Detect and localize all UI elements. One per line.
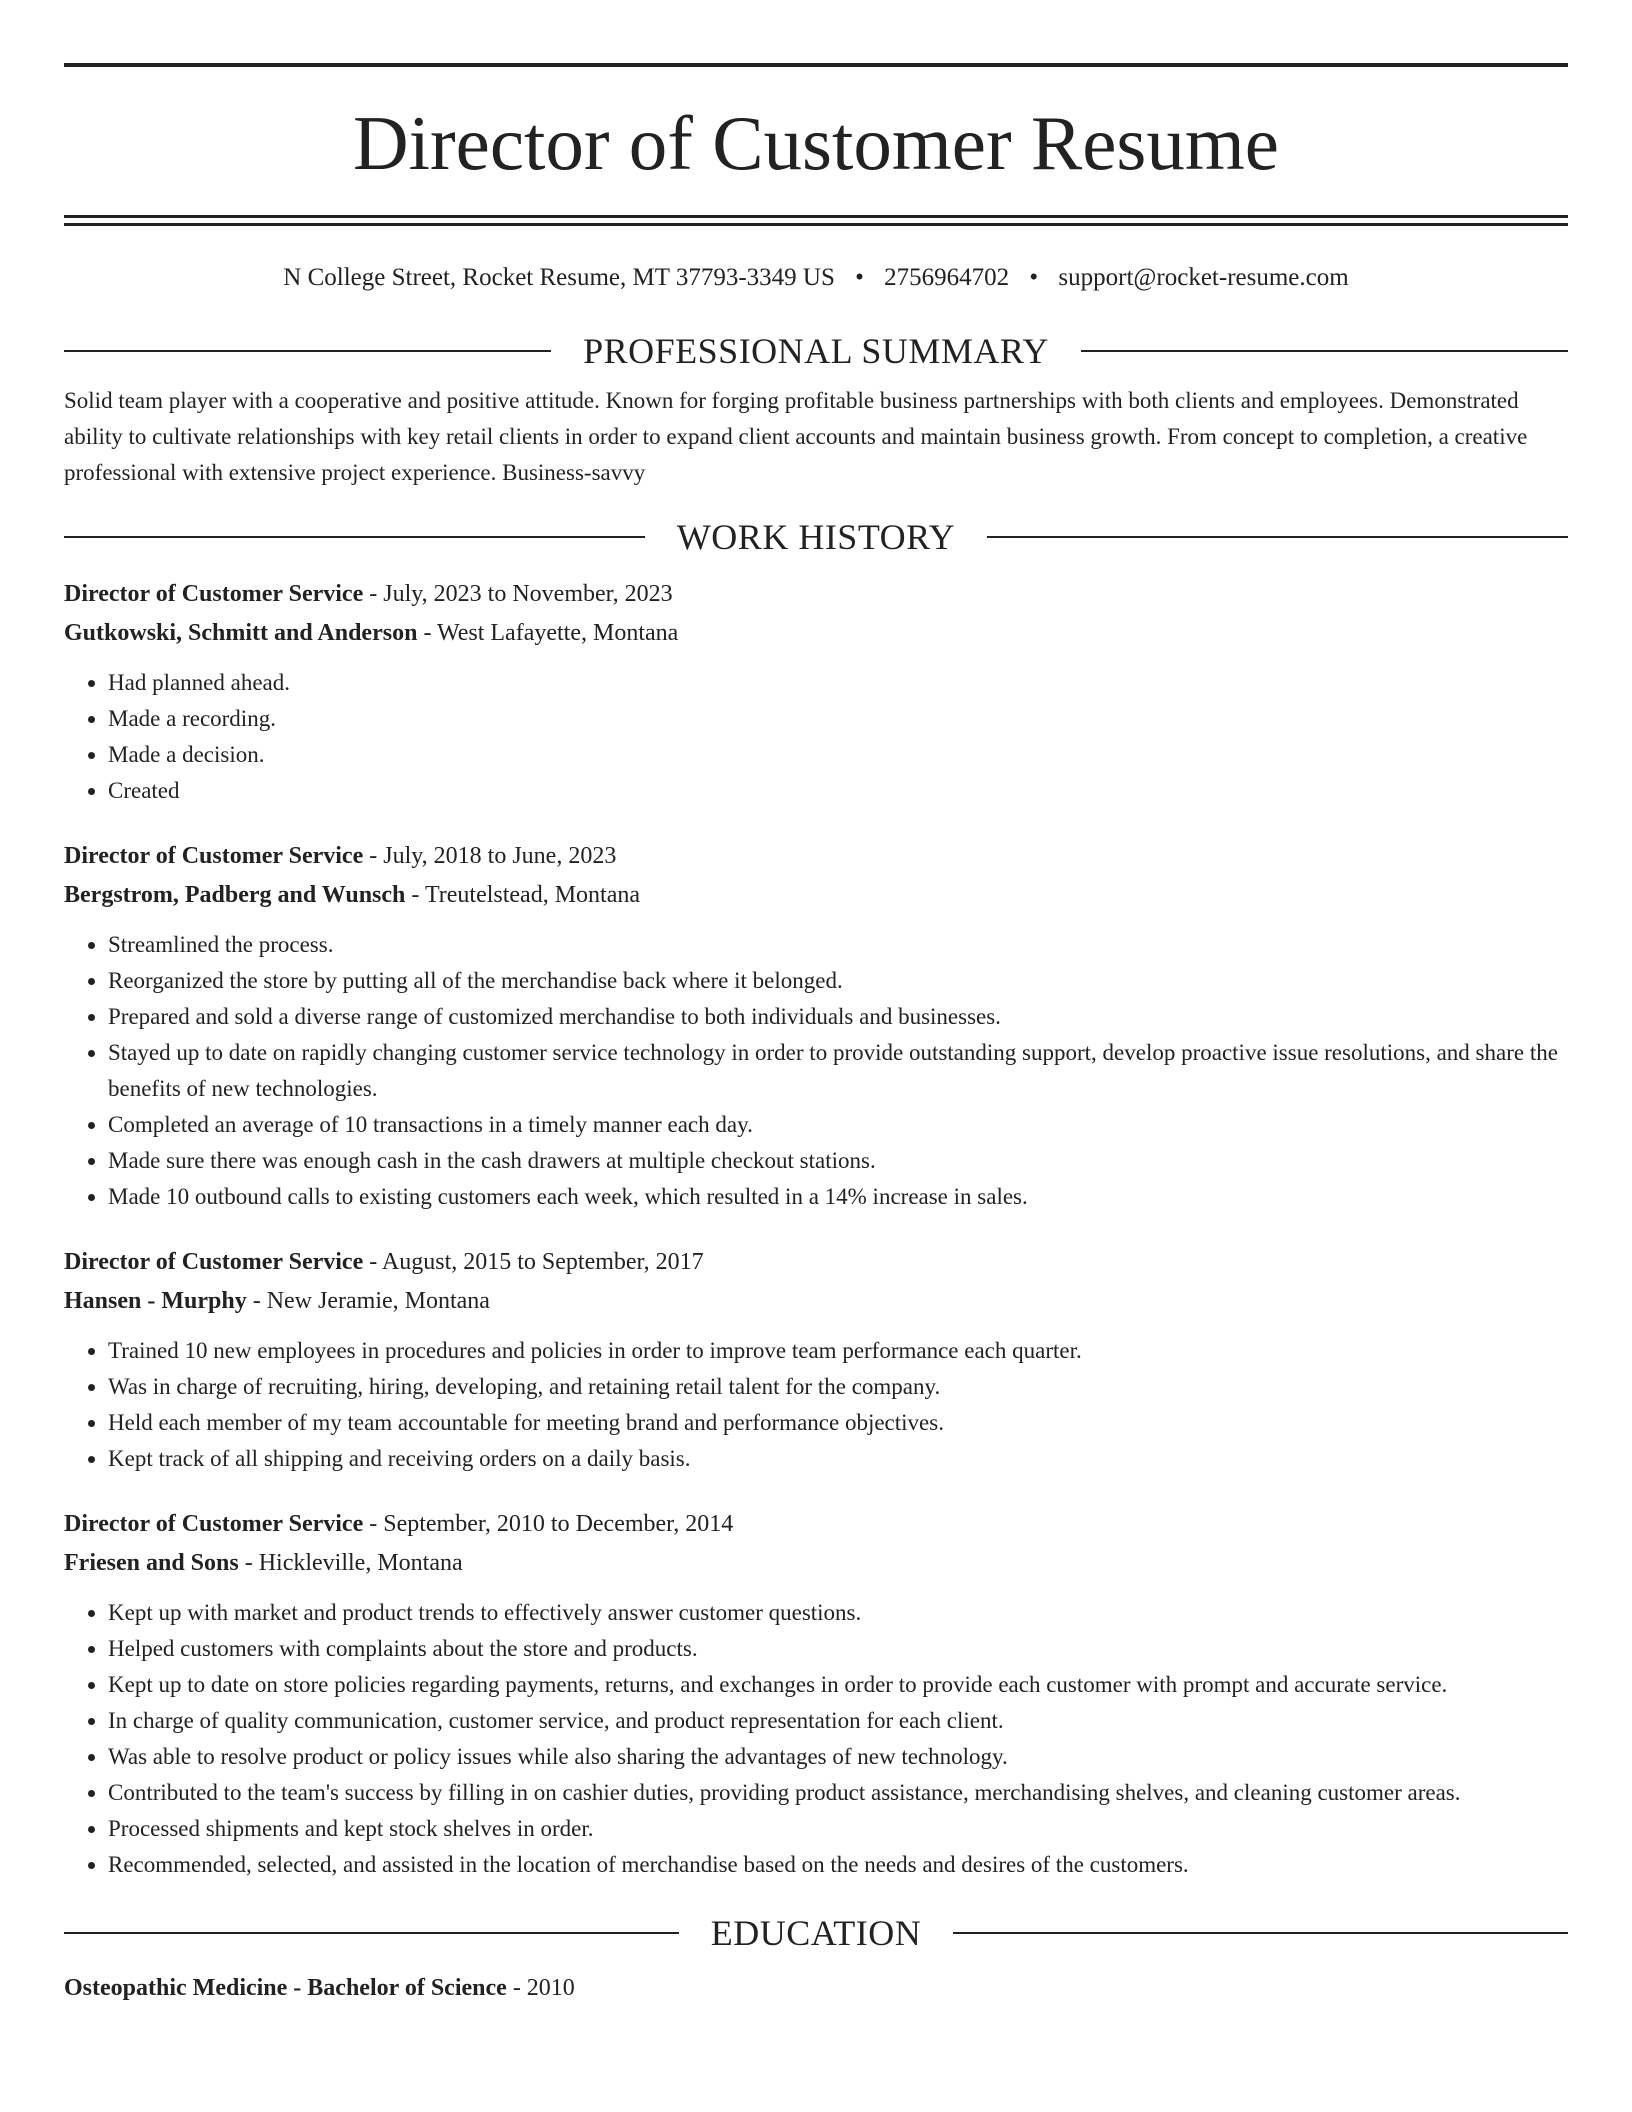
job-bullet-list xyxy=(64,1595,1568,1883)
contact-separator: • xyxy=(1029,264,1039,291)
contact-phone: 2756964702 xyxy=(884,264,1010,291)
heading-rule-left xyxy=(64,536,645,538)
job-title: Director of Customer Service xyxy=(64,1511,364,1537)
title-double-rule xyxy=(64,215,1568,226)
job-bullet: • Created xyxy=(108,773,1568,809)
section-heading-summary xyxy=(64,331,1568,371)
job-title-line xyxy=(64,575,1568,614)
job-bullet: • Kept up to date on store policies regarding payments, returns, and exchanges in order to provide each customer with prompt and accurate service. xyxy=(108,1667,1568,1703)
job-company-line xyxy=(64,1544,1568,1583)
resume-title: Director of Customer Resume xyxy=(353,100,1279,186)
contact-separator: • xyxy=(855,264,864,291)
job-location: - New Jeramie, Montana xyxy=(246,1288,490,1314)
education-degree: Osteopathic Medicine - Bachelor of Science xyxy=(64,1975,507,2001)
job-location: - West Lafayette, Montana xyxy=(417,620,679,646)
job-bullet: • Was in charge of recruiting, hiring, developing, and retaining retail talent for the company. xyxy=(108,1369,1568,1405)
job-dates: - September, 2010 to December, 2014 xyxy=(363,1511,734,1537)
job-bullet: • Made 10 outbound calls to existing customers each week, which resulted in a 14% increase in sales. xyxy=(108,1179,1568,1215)
section-heading-label: PROFESSIONAL SUMMARY xyxy=(583,331,1049,371)
job-bullet-list xyxy=(64,1333,1568,1477)
job-bullet: • Trained 10 new employees in procedures and policies in order to improve team performance each quarter. xyxy=(108,1333,1568,1369)
heading-rule-right xyxy=(953,1932,1568,1934)
job-bullet: • Helped customers with complaints about the store and products. xyxy=(108,1631,1568,1667)
heading-rule-right xyxy=(987,536,1568,538)
job-title: Director of Customer Service xyxy=(64,1249,364,1275)
heading-rule-left xyxy=(64,350,551,352)
job-company-line xyxy=(64,1282,1568,1321)
job-bullet: • Was able to resolve product or policy issues while also sharing the advantages of new technology. xyxy=(108,1739,1568,1775)
section-heading-work xyxy=(64,517,1568,557)
summary-text: Solid team player with a cooperative and positive attitude. Known for forging profitable business partnerships with both clients and employees. Demonstrated ability to cultivate relationships with key retail clients in order to expand client accounts and maintain business growth. From concept to completion, a creative professional with extensive project experience. Business-savvy xyxy=(64,388,1528,485)
education-entry xyxy=(64,1969,1568,2008)
job-entry xyxy=(64,1505,1568,1883)
job-bullet-list xyxy=(64,927,1568,1215)
job-bullet: • Prepared and sold a diverse range of customized merchandise to both individuals and businesses. xyxy=(108,999,1568,1035)
contact-address: N College Street, Rocket Resume, MT 37793-3349 US xyxy=(283,264,835,291)
work-history-list xyxy=(64,575,1568,1883)
job-bullet: • Reorganized the store by putting all of the merchandise back where it belonged. xyxy=(108,963,1568,999)
job-entry xyxy=(64,837,1568,1215)
job-title: Director of Customer Service xyxy=(64,581,364,607)
section-heading-education xyxy=(64,1913,1568,1953)
job-bullet: • Processed shipments and kept stock shelves in order. xyxy=(108,1811,1568,1847)
section-heading-label: EDUCATION xyxy=(710,1913,922,1953)
job-company: Gutkowski, Schmitt and Anderson xyxy=(64,620,418,646)
job-company: Hansen - Murphy xyxy=(64,1288,247,1314)
heading-rule-left xyxy=(64,1932,679,1934)
job-bullet: • Made sure there was enough cash in the cash drawers at multiple checkout stations. xyxy=(108,1143,1568,1179)
job-bullet: • Stayed up to date on rapidly changing customer service technology in order to provide outstanding support, develop proactive issue resolutions, and share the benefits of new technologies. xyxy=(108,1035,1568,1107)
job-dates: - July, 2023 to November, 2023 xyxy=(363,581,673,607)
job-entry xyxy=(64,1243,1568,1477)
job-bullet: • In charge of quality communication, customer service, and product representation for each client. xyxy=(108,1703,1568,1739)
job-bullet: • Completed an average of 10 transactions in a timely manner each day. xyxy=(108,1107,1568,1143)
job-dates: - July, 2018 to June, 2023 xyxy=(363,843,617,869)
job-title-line xyxy=(64,837,1568,876)
job-bullet: • Kept up with market and product trends to effectively answer customer questions. xyxy=(108,1595,1568,1631)
job-bullet: • Streamlined the process. xyxy=(108,927,1568,963)
contact-email: support@rocket-resume.com xyxy=(1058,264,1349,291)
job-bullet-list xyxy=(64,665,1568,809)
job-bullet: • Contributed to the team's success by filling in on cashier duties, providing product assistance, merchandising shelves, and cleaning customer areas. xyxy=(108,1775,1568,1811)
job-dates: - August, 2015 to September, 2017 xyxy=(363,1249,704,1275)
job-bullet: • Kept track of all shipping and receiving orders on a daily basis. xyxy=(108,1441,1568,1477)
job-company-line xyxy=(64,614,1568,653)
education-year: - 2010 xyxy=(506,1975,575,2001)
section-heading-label: WORK HISTORY xyxy=(676,517,956,557)
job-company: Friesen and Sons xyxy=(64,1550,239,1576)
job-bullet: • Made a recording. xyxy=(108,701,1568,737)
job-bullet: • Recommended, selected, and assisted in the location of merchandise based on the needs and desires of the customers. xyxy=(108,1847,1568,1883)
education-line xyxy=(64,1969,1568,2008)
top-rule xyxy=(64,63,1568,67)
contact-line xyxy=(64,261,1568,295)
job-location: - Treutelstead, Montana xyxy=(405,882,641,908)
job-entry xyxy=(64,575,1568,809)
job-bullet: • Made a decision. xyxy=(108,737,1568,773)
job-company: Bergstrom, Padberg and Wunsch xyxy=(64,882,406,908)
job-title-line xyxy=(64,1243,1568,1282)
job-location: - Hickleville, Montana xyxy=(238,1550,463,1576)
job-bullet: • Held each member of my team accountable for meeting brand and performance objectives. xyxy=(108,1405,1568,1441)
job-company-line xyxy=(64,876,1568,915)
job-bullet: • Had planned ahead. xyxy=(108,665,1568,701)
job-title: Director of Customer Service xyxy=(64,843,364,869)
heading-rule-right xyxy=(1081,350,1568,352)
job-title-line xyxy=(64,1505,1568,1544)
resume-page xyxy=(64,0,1568,2008)
